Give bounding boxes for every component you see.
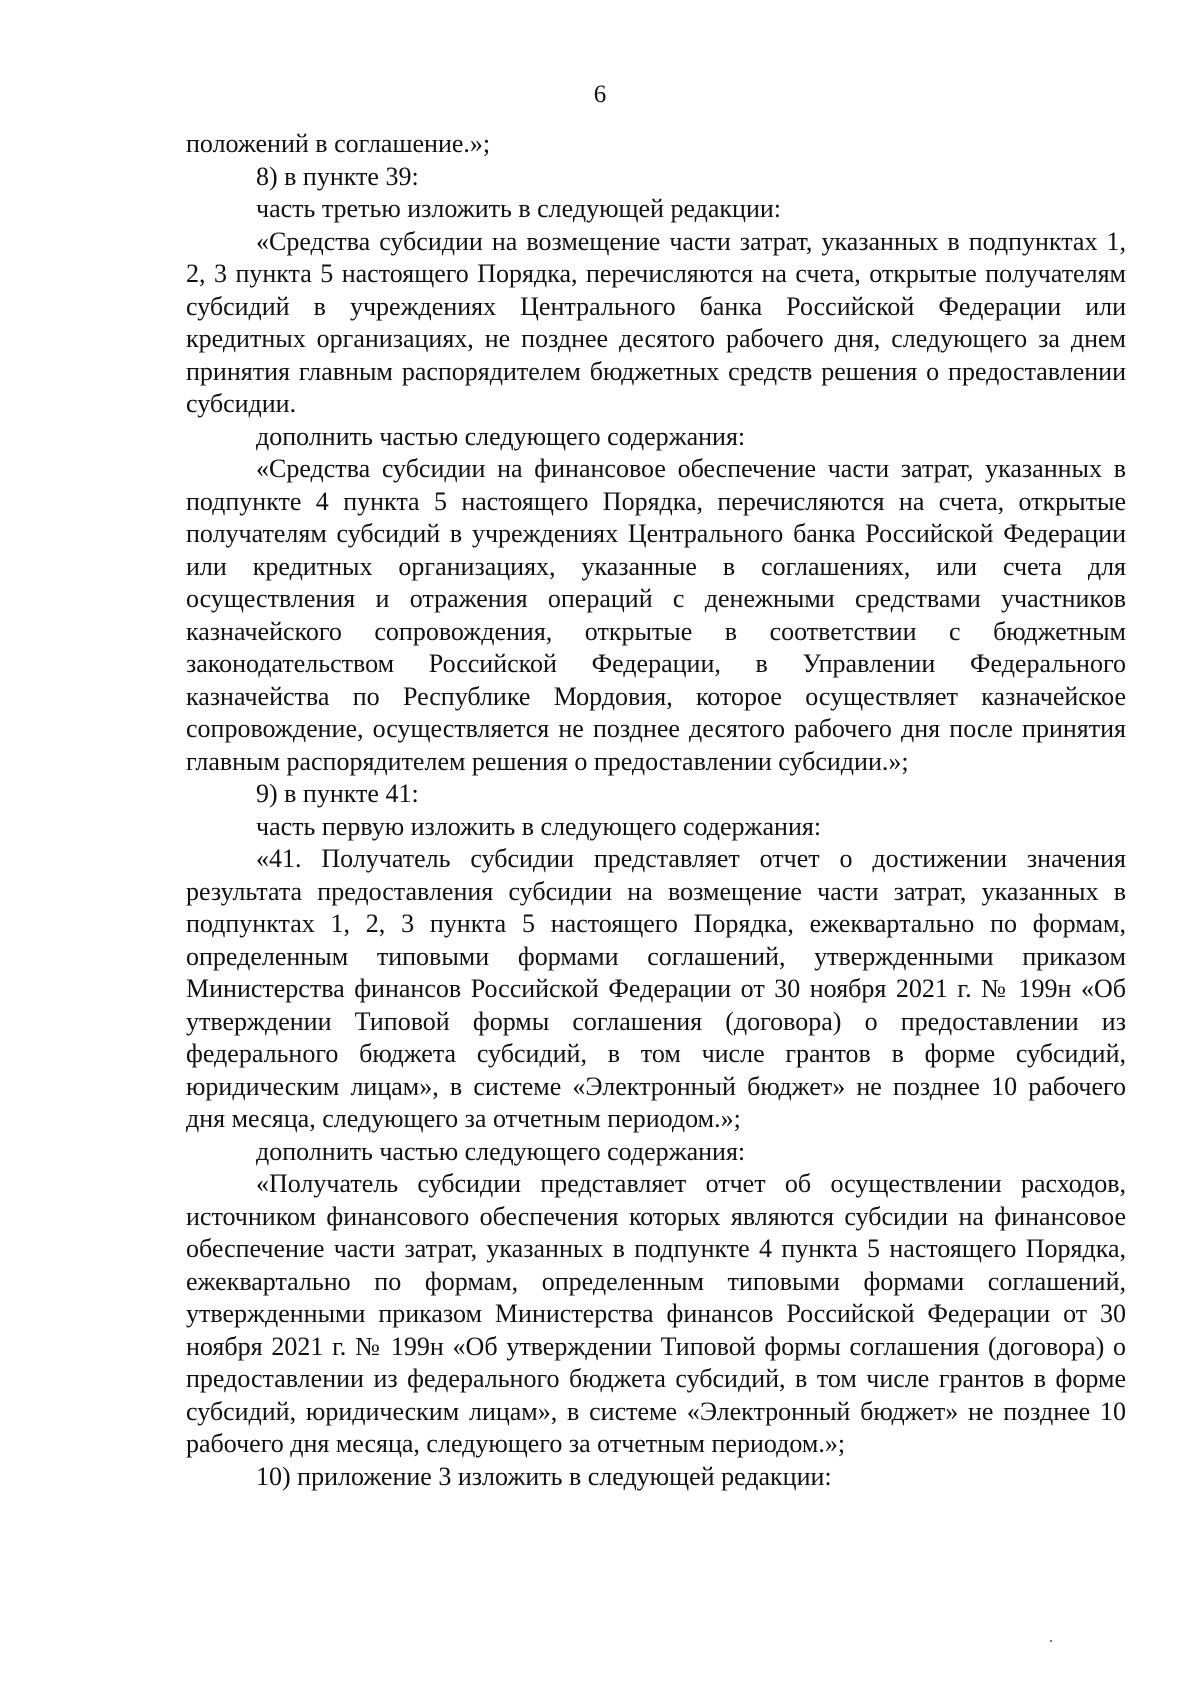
page-number: 6 bbox=[593, 81, 607, 108]
paragraph: «Получатель субсидии представляет отчет об осуществлении расходов, источником финансового обеспечения которых являются субсидии на финансовое обеспечение части затрат, указанных в подпункте 4 пункта 5 настоящего Порядка, ежеквартально по формам, определенным типовыми формами соглашений, утвержденными приказом Министерства финансов Российской Федерации от 30 ноября 2021 г. № 199н «Об утверждении Типовой формы соглашения (договора) о предоставлении из федерального бюджета субсидий, в том числе грантов в форме субсидий, юридическим лицам», в системе «Электронный бюджет» не позднее 10 рабочего дня месяца, следующего за отчетным периодом.»; bbox=[186, 1169, 1126, 1458]
paragraph: «41. Получатель субсидии представляет отчет о достижении значения результата предоставления субсидии на возмещение части затрат, указанных в подпунктах 1, 2, 3 пункта 5 настоящего Порядка, ежеквартально по формам, определенным типовыми формами соглашений, утвержденными приказом Министерства финансов Российской Федерации от 30 ноября 2021 г. № 199н «Об утверждении Типовой формы соглашения (договора) о предоставлении из федерального бюджета субсидий, в том числе грантов в форме субсидий, юридическим лицам», в системе «Электронный бюджет» не позднее 10 рабочего дня месяца, следующего за отчетным периодом.»; bbox=[186, 844, 1126, 1133]
scan-speck bbox=[1050, 1640, 1052, 1642]
document-body bbox=[186, 128, 1126, 1493]
paragraph: положений в соглашение.»; bbox=[186, 129, 491, 158]
paragraph: часть первую изложить в следующего содержания: bbox=[256, 811, 822, 841]
paragraph: дополнить частью следующего содержания: bbox=[256, 1136, 746, 1166]
paragraph: дополнить частью следующего содержания: bbox=[256, 421, 746, 451]
paragraph: 10) приложение 3 изложить в следующей редакции: bbox=[256, 1461, 832, 1491]
paragraph: «Средства субсидии на финансовое обеспечение части затрат, указанных в подпункте 4 пункта 5 настоящего Порядка, перечисляются на счета, открытые получателям субсидий в учреждениях Центрального банка Российской Федерации или кредитных организациях, указанные в соглашениях, или счета для осуществления и отражения операций с денежными средствами участников казначейского сопровождения, открытые в соответствии с бюджетным законодательством Российской Федерации, в Управлении Федерального казначейства по Республике Мордовия, которое осуществляет казначейское сопровождение, осуществляется не позднее десятого рабочего дня после принятия главным распорядителем решения о предоставлении субсидии.»; bbox=[186, 454, 1126, 776]
paragraph: часть третью изложить в следующей редакции: bbox=[256, 194, 782, 223]
paragraph: «Средства субсидии на возмещение части затрат, указанных в подпунктах 1, 2, 3 пункта 5 настоящего Порядка, перечисляются на счета, открытые получателям субсидий в учреждениях Центрального банка Российской Федерации или кредитных организациях, не позднее десятого рабочего дня, следующего за днем принятия главным распорядителем бюджетных средств решения о предоставлении субсидии. bbox=[186, 226, 1126, 418]
paragraph: 8) в пункте 39: bbox=[256, 161, 419, 191]
paragraph: 9) в пункте 41: bbox=[256, 779, 419, 808]
